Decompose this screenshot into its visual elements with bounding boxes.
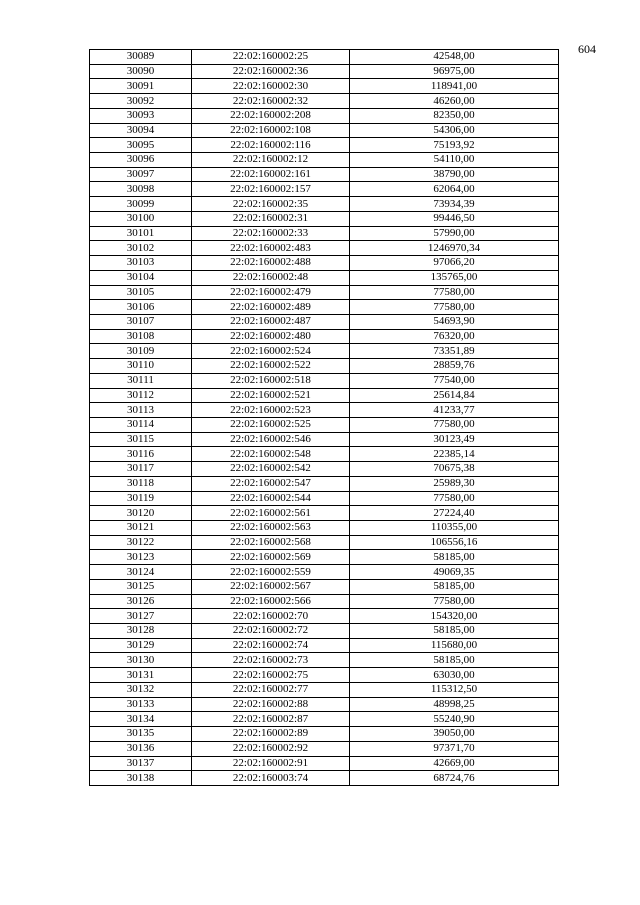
- table-row: [90, 712, 559, 727]
- value-cell: 54693,90: [350, 314, 559, 329]
- row-number-cell: 30114: [90, 417, 192, 432]
- table-row: [90, 565, 559, 580]
- table-row: [90, 638, 559, 653]
- cadastral-number-cell: 22:02:160002:74: [192, 638, 350, 653]
- value-cell: 58185,00: [350, 550, 559, 565]
- row-number-cell: 30090: [90, 64, 192, 79]
- table-row: [90, 756, 559, 771]
- table-row: [90, 167, 559, 182]
- value-cell: 77580,00: [350, 491, 559, 506]
- row-number-cell: 30104: [90, 270, 192, 285]
- cadastral-number-cell: 22:02:160002:32: [192, 94, 350, 109]
- row-number-cell: 30092: [90, 94, 192, 109]
- table-row: [90, 432, 559, 447]
- table-row: [90, 256, 559, 271]
- row-number-cell: 30134: [90, 712, 192, 727]
- value-cell: 42548,00: [350, 50, 559, 65]
- value-cell: 54110,00: [350, 153, 559, 168]
- table-row: [90, 314, 559, 329]
- cadastral-number-cell: 22:02:160002:518: [192, 373, 350, 388]
- cadastral-number-cell: 22:02:160002:559: [192, 565, 350, 580]
- row-number-cell: 30131: [90, 668, 192, 683]
- registry-table: [89, 49, 559, 786]
- table-row: [90, 609, 559, 624]
- table-row: [90, 197, 559, 212]
- row-number-cell: 30129: [90, 638, 192, 653]
- value-cell: 58185,00: [350, 624, 559, 639]
- value-cell: 68724,76: [350, 771, 559, 786]
- value-cell: 115312,50: [350, 682, 559, 697]
- table-row: [90, 300, 559, 315]
- cadastral-number-cell: 22:02:160002:567: [192, 579, 350, 594]
- cadastral-number-cell: 22:02:160002:488: [192, 256, 350, 271]
- table-row: [90, 285, 559, 300]
- row-number-cell: 30111: [90, 373, 192, 388]
- cadastral-number-cell: 22:02:160002:116: [192, 138, 350, 153]
- value-cell: 57990,00: [350, 226, 559, 241]
- cadastral-number-cell: 22:02:160002:525: [192, 417, 350, 432]
- row-number-cell: 30120: [90, 506, 192, 521]
- row-number-cell: 30126: [90, 594, 192, 609]
- value-cell: 42669,00: [350, 756, 559, 771]
- value-cell: 22385,14: [350, 447, 559, 462]
- cadastral-number-cell: 22:02:160002:544: [192, 491, 350, 506]
- value-cell: 118941,00: [350, 79, 559, 94]
- row-number-cell: 30099: [90, 197, 192, 212]
- row-number-cell: 30095: [90, 138, 192, 153]
- value-cell: 154320,00: [350, 609, 559, 624]
- table-row: [90, 624, 559, 639]
- table-row: [90, 506, 559, 521]
- value-cell: 97371,70: [350, 741, 559, 756]
- row-number-cell: 30125: [90, 579, 192, 594]
- table-row: [90, 462, 559, 477]
- row-number-cell: 30135: [90, 727, 192, 742]
- row-number-cell: 30119: [90, 491, 192, 506]
- value-cell: 77580,00: [350, 594, 559, 609]
- cadastral-number-cell: 22:02:160002:522: [192, 359, 350, 374]
- value-cell: 77580,00: [350, 285, 559, 300]
- row-number-cell: 30093: [90, 108, 192, 123]
- cadastral-number-cell: 22:02:160002:75: [192, 668, 350, 683]
- cadastral-number-cell: 22:02:160002:521: [192, 388, 350, 403]
- row-number-cell: 30103: [90, 256, 192, 271]
- value-cell: 1246970,34: [350, 241, 559, 256]
- cadastral-number-cell: 22:02:160002:157: [192, 182, 350, 197]
- row-number-cell: 30122: [90, 535, 192, 550]
- cadastral-number-cell: 22:02:160002:569: [192, 550, 350, 565]
- row-number-cell: 30113: [90, 403, 192, 418]
- cadastral-number-cell: 22:02:160002:36: [192, 64, 350, 79]
- cadastral-number-cell: 22:02:160002:483: [192, 241, 350, 256]
- value-cell: 30123,49: [350, 432, 559, 447]
- value-cell: 38790,00: [350, 167, 559, 182]
- row-number-cell: 30128: [90, 624, 192, 639]
- table-row: [90, 403, 559, 418]
- table-row: [90, 241, 559, 256]
- cadastral-number-cell: 22:02:160002:88: [192, 697, 350, 712]
- row-number-cell: 30102: [90, 241, 192, 256]
- row-number-cell: 30108: [90, 329, 192, 344]
- table-row: [90, 579, 559, 594]
- cadastral-number-cell: 22:02:160003:74: [192, 771, 350, 786]
- value-cell: 97066,20: [350, 256, 559, 271]
- table-row: [90, 182, 559, 197]
- table-row: [90, 226, 559, 241]
- table-row: [90, 535, 559, 550]
- value-cell: 58185,00: [350, 579, 559, 594]
- cadastral-number-cell: 22:02:160002:87: [192, 712, 350, 727]
- cadastral-number-cell: 22:02:160002:568: [192, 535, 350, 550]
- cadastral-number-cell: 22:02:160002:30: [192, 79, 350, 94]
- cadastral-number-cell: 22:02:160002:77: [192, 682, 350, 697]
- row-number-cell: 30096: [90, 153, 192, 168]
- cadastral-number-cell: 22:02:160002:566: [192, 594, 350, 609]
- table-row: [90, 64, 559, 79]
- value-cell: 62064,00: [350, 182, 559, 197]
- row-number-cell: 30127: [90, 609, 192, 624]
- table-row: [90, 727, 559, 742]
- row-number-cell: 30110: [90, 359, 192, 374]
- cadastral-number-cell: 22:02:160002:33: [192, 226, 350, 241]
- table-row: [90, 697, 559, 712]
- table-row: [90, 771, 559, 786]
- cadastral-number-cell: 22:02:160002:161: [192, 167, 350, 182]
- row-number-cell: 30133: [90, 697, 192, 712]
- table-row: [90, 211, 559, 226]
- cadastral-number-cell: 22:02:160002:546: [192, 432, 350, 447]
- cadastral-number-cell: 22:02:160002:479: [192, 285, 350, 300]
- value-cell: 77580,00: [350, 417, 559, 432]
- value-cell: 73351,89: [350, 344, 559, 359]
- table-row: [90, 359, 559, 374]
- row-number-cell: 30097: [90, 167, 192, 182]
- value-cell: 70675,38: [350, 462, 559, 477]
- row-number-cell: 30136: [90, 741, 192, 756]
- table-row: [90, 476, 559, 491]
- value-cell: 115680,00: [350, 638, 559, 653]
- cadastral-number-cell: 22:02:160002:72: [192, 624, 350, 639]
- row-number-cell: 30121: [90, 521, 192, 536]
- table-row: [90, 521, 559, 536]
- table-row: [90, 491, 559, 506]
- value-cell: 135765,00: [350, 270, 559, 285]
- cadastral-number-cell: 22:02:160002:487: [192, 314, 350, 329]
- row-number-cell: 30112: [90, 388, 192, 403]
- cadastral-number-cell: 22:02:160002:547: [192, 476, 350, 491]
- value-cell: 46260,00: [350, 94, 559, 109]
- table-row: [90, 153, 559, 168]
- cadastral-number-cell: 22:02:160002:73: [192, 653, 350, 668]
- cadastral-number-cell: 22:02:160002:89: [192, 727, 350, 742]
- table-row: [90, 653, 559, 668]
- table-row: [90, 373, 559, 388]
- cadastral-number-cell: 22:02:160002:91: [192, 756, 350, 771]
- row-number-cell: 30123: [90, 550, 192, 565]
- table-row: [90, 50, 559, 65]
- cadastral-number-cell: 22:02:160002:524: [192, 344, 350, 359]
- cadastral-number-cell: 22:02:160002:548: [192, 447, 350, 462]
- table-row: [90, 344, 559, 359]
- row-number-cell: 30116: [90, 447, 192, 462]
- row-number-cell: 30118: [90, 476, 192, 491]
- value-cell: 106556,16: [350, 535, 559, 550]
- row-number-cell: 30124: [90, 565, 192, 580]
- row-number-cell: 30130: [90, 653, 192, 668]
- value-cell: 77580,00: [350, 300, 559, 315]
- value-cell: 76320,00: [350, 329, 559, 344]
- cadastral-number-cell: 22:02:160002:48: [192, 270, 350, 285]
- cadastral-number-cell: 22:02:160002:25: [192, 50, 350, 65]
- table-row: [90, 108, 559, 123]
- cadastral-number-cell: 22:02:160002:108: [192, 123, 350, 138]
- row-number-cell: 30115: [90, 432, 192, 447]
- table-row: [90, 550, 559, 565]
- cadastral-number-cell: 22:02:160002:523: [192, 403, 350, 418]
- value-cell: 41233,77: [350, 403, 559, 418]
- value-cell: 27224,40: [350, 506, 559, 521]
- value-cell: 96975,00: [350, 64, 559, 79]
- row-number-cell: 30106: [90, 300, 192, 315]
- row-number-cell: 30091: [90, 79, 192, 94]
- table-body: [90, 50, 559, 786]
- page-number: 604: [578, 42, 596, 56]
- table-row: [90, 668, 559, 683]
- row-number-cell: 30098: [90, 182, 192, 197]
- cadastral-number-cell: 22:02:160002:35: [192, 197, 350, 212]
- table-row: [90, 94, 559, 109]
- table-row: [90, 138, 559, 153]
- cadastral-number-cell: 22:02:160002:12: [192, 153, 350, 168]
- table-row: [90, 388, 559, 403]
- cadastral-number-cell: 22:02:160002:542: [192, 462, 350, 477]
- value-cell: 49069,35: [350, 565, 559, 580]
- row-number-cell: 30137: [90, 756, 192, 771]
- value-cell: 63030,00: [350, 668, 559, 683]
- table-row: [90, 417, 559, 432]
- value-cell: 77540,00: [350, 373, 559, 388]
- cadastral-number-cell: 22:02:160002:563: [192, 521, 350, 536]
- cadastral-number-cell: 22:02:160002:480: [192, 329, 350, 344]
- table-row: [90, 329, 559, 344]
- cadastral-number-cell: 22:02:160002:208: [192, 108, 350, 123]
- value-cell: 48998,25: [350, 697, 559, 712]
- table-row: [90, 594, 559, 609]
- row-number-cell: 30089: [90, 50, 192, 65]
- table-row: [90, 682, 559, 697]
- cadastral-number-cell: 22:02:160002:70: [192, 609, 350, 624]
- row-number-cell: 30117: [90, 462, 192, 477]
- cadastral-number-cell: 22:02:160002:489: [192, 300, 350, 315]
- value-cell: 25614,84: [350, 388, 559, 403]
- value-cell: 25989,30: [350, 476, 559, 491]
- cadastral-number-cell: 22:02:160002:92: [192, 741, 350, 756]
- value-cell: 39050,00: [350, 727, 559, 742]
- value-cell: 28859,76: [350, 359, 559, 374]
- row-number-cell: 30138: [90, 771, 192, 786]
- table-row: [90, 79, 559, 94]
- value-cell: 99446,50: [350, 211, 559, 226]
- value-cell: 75193,92: [350, 138, 559, 153]
- row-number-cell: 30105: [90, 285, 192, 300]
- table-row: [90, 447, 559, 462]
- row-number-cell: 30107: [90, 314, 192, 329]
- value-cell: 58185,00: [350, 653, 559, 668]
- table-row: [90, 270, 559, 285]
- value-cell: 82350,00: [350, 108, 559, 123]
- table-row: [90, 123, 559, 138]
- value-cell: 73934,39: [350, 197, 559, 212]
- row-number-cell: 30101: [90, 226, 192, 241]
- value-cell: 110355,00: [350, 521, 559, 536]
- row-number-cell: 30094: [90, 123, 192, 138]
- row-number-cell: 30132: [90, 682, 192, 697]
- value-cell: 54306,00: [350, 123, 559, 138]
- cadastral-number-cell: 22:02:160002:561: [192, 506, 350, 521]
- row-number-cell: 30109: [90, 344, 192, 359]
- row-number-cell: 30100: [90, 211, 192, 226]
- cadastral-number-cell: 22:02:160002:31: [192, 211, 350, 226]
- table-row: [90, 741, 559, 756]
- value-cell: 55240,90: [350, 712, 559, 727]
